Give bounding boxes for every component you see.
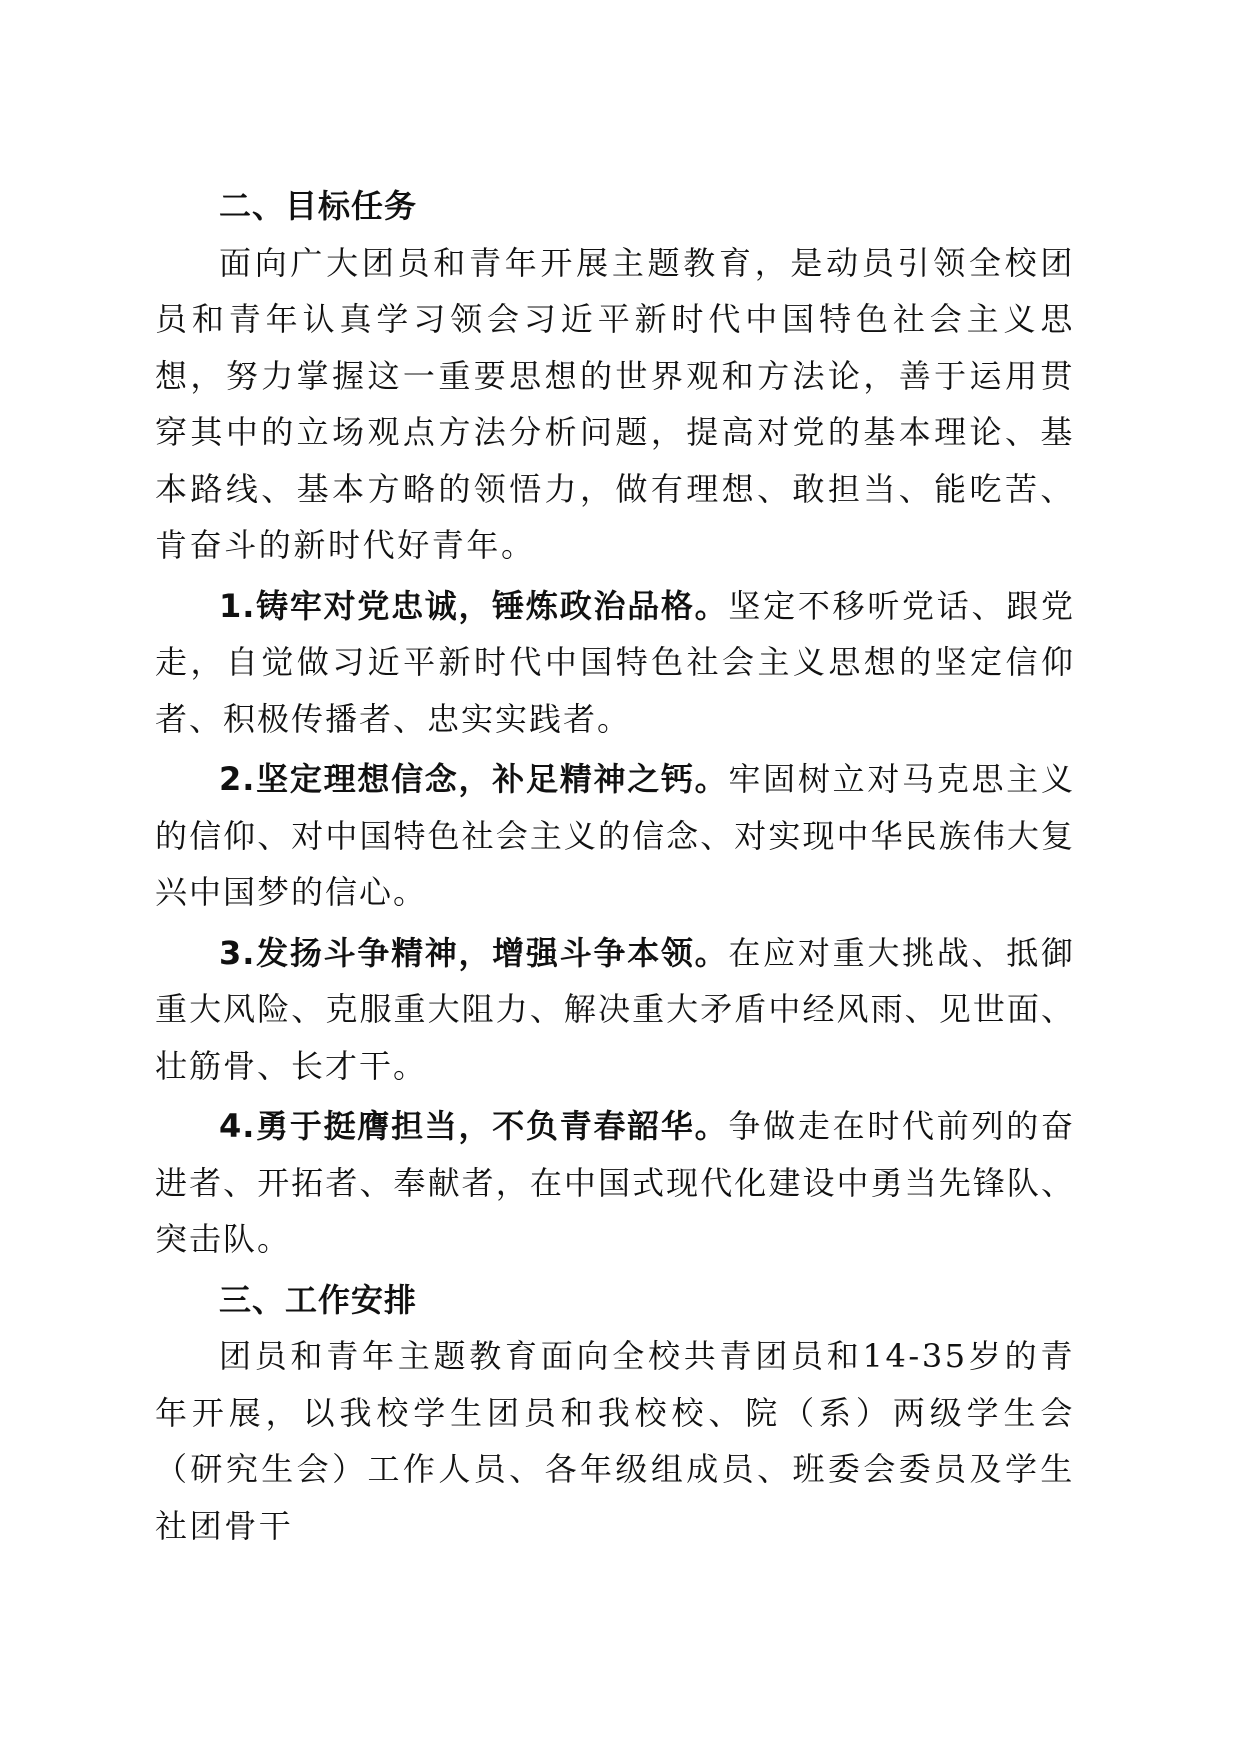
goal-item-4 bbox=[155, 1098, 1075, 1268]
goal-item-1-text: 坚定不移听党话、跟党走，自觉做习近平新时代中国特色社会主义思想的坚定信仰者、积极传播者、忠实实践者。 bbox=[155, 586, 1075, 738]
goal-item-3 bbox=[155, 925, 1075, 1095]
goal-item-3-text: 在应对重大挑战、抵御重大风险、克服重大阻力、解决重大矛盾中经风雨、见世面、壮筋骨、长才干。 bbox=[155, 933, 1075, 1085]
arrangements-intro-paragraph: 团员和青年主题教育面向全校共青团员和14-35岁的青年开展，以我校学生团员和我校校、院（系）两级学生会（研究生会）工作人员、各年级组成员、班委会委员及学生社团骨干 bbox=[155, 1337, 1075, 1545]
goal-item-2-lead: 2.坚定理想信念，补足精神之钙。 bbox=[219, 760, 729, 798]
section-heading-arrangements: 三、工作安排 bbox=[219, 1280, 418, 1319]
document-body bbox=[155, 178, 1075, 1554]
goal-item-3-lead: 3.发扬斗争精神，增强斗争本领。 bbox=[219, 933, 729, 972]
goal-item-4-lead: 4.勇于挺膺担当，不负青春韶华。 bbox=[219, 1107, 729, 1145]
goal-item-1-lead: 1.铸牢对党忠诚，锤炼政治品格。 bbox=[219, 586, 729, 625]
goal-item-2 bbox=[155, 751, 1075, 921]
goal-item-4-text: 争做走在时代前列的奋进者、开拓者、奉献者，在中国式现代化建设中勇当先锋队、突击队。 bbox=[155, 1107, 1075, 1258]
section-heading-goals: 二、目标任务 bbox=[219, 187, 418, 225]
goals-intro-paragraph: 面向广大团员和青年开展主题教育，是动员引领全校团员和青年认真学习领会习近平新时代中国特色社会主义思想，努力掌握这一重要思想的世界观和方法论，善于运用贯穿其中的立场观点方法分析问题，提高对党的基本理论、基本路线、基本方略的领悟力，做有理想、敢担当、能吃苦、肯奋斗的新时代好青年。 bbox=[155, 243, 1075, 564]
goal-item-2-text: 牢固树立对马克思主义的信仰、对中国特色社会主义的信念、对实现中华民族伟大复兴中国梦的信心。 bbox=[155, 760, 1075, 911]
goal-item-1 bbox=[155, 578, 1075, 748]
